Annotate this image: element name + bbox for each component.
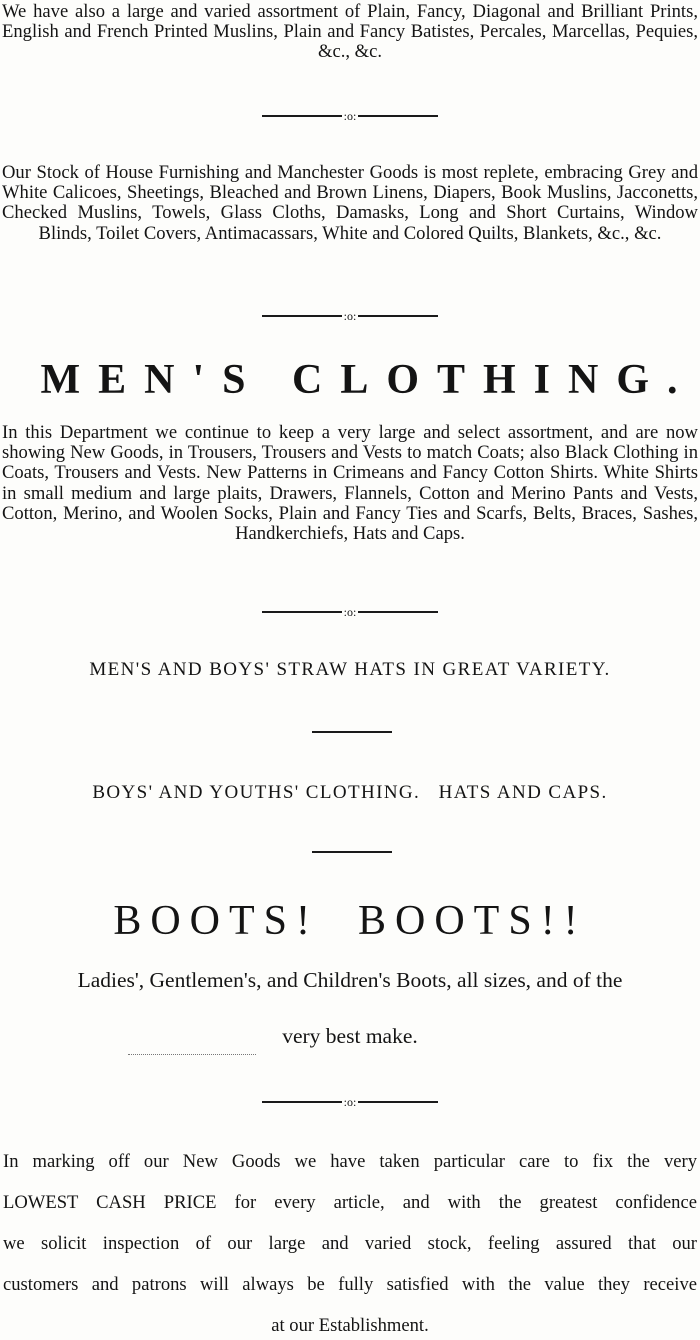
line-boys-clothing: BOYS' AND YOUTHS' CLOTHING. HATS AND CAPS. xyxy=(92,782,608,803)
closing-line: we solicit inspection of our large and varied stock, feeling assured that our xyxy=(3,1233,697,1254)
closing-line: customers and patrons will always be fully satisfied with the value they receive xyxy=(3,1274,697,1295)
line-straw-hats: MEN'S AND BOYS' STRAW HATS IN GREAT VARIETY. xyxy=(89,659,611,680)
paragraph-closing xyxy=(3,1150,697,1340)
divider-mark: :o: xyxy=(343,605,357,619)
divider-mark: :o: xyxy=(343,109,357,123)
closing-line: at our Establishment. xyxy=(271,1315,429,1336)
closing-line: In marking off our New Goods we have taken particular care to fix the very xyxy=(3,1151,697,1172)
paragraph-house-furnishing: Our Stock of House Furnishing and Manchester Goods is most replete, embracing Grey and White Calicoes, Sheetings, Bleached and Brown Linens, Diapers, Book Muslins, Jacconetts, Checked Muslins, Towels, Glass Cloths, Damasks, Long and Short Curtains, Window Blinds, Toilet Covers, Antimacassars, White and Colored Quilts, Blankets, &c., &c. xyxy=(2,162,698,244)
paragraph-prints: We have also a large and varied assortment of Plain, Fancy, Diagonal and Brilliant Prints, English and French Printed Muslins, Plain and Fancy Batistes, Percales, Marcellas, Pequies, &c., &c. xyxy=(2,1,698,63)
divider-4 xyxy=(0,1096,700,1108)
divider-2 xyxy=(0,310,700,322)
boots-line-1: Ladies', Gentlemen's, and Children's Boots, all sizes, and of the xyxy=(77,968,623,992)
heading-boots: BOOTS! BOOTS!! xyxy=(113,898,587,944)
divider-mark: :o: xyxy=(343,1095,357,1109)
paragraph-mens-clothing: In this Department we continue to keep a very large and select assortment, and are now showing New Goods, in Trousers, Trousers and Vests to match Coats; also Black Clothing in Coats, Trousers and Vests. New Patterns in Crimeans and Fancy Cotton Shirts. White Shirts in small medium and large plaits, Drawers, Flannels, Cotton and Merino Pants and Vests, Cotton, Merino, and Woolen Socks, Plain and Fancy Ties and Scarfs, Belts, Braces, Sashes, Handkerchiefs, Hats and Caps. xyxy=(2,422,698,545)
closing-line: LOWEST CASH PRICE for every article, and with the greatest confidence xyxy=(3,1192,697,1213)
short-rule-1 xyxy=(312,731,392,733)
dotted-rule xyxy=(128,1054,256,1055)
boots-line-2: very best make. xyxy=(282,1024,418,1048)
short-rule-2 xyxy=(312,851,392,853)
divider-1 xyxy=(0,110,700,122)
divider-3 xyxy=(0,606,700,618)
heading-mens-clothing: MEN'S CLOTHING. xyxy=(40,357,696,403)
divider-mark: :o: xyxy=(343,309,357,323)
